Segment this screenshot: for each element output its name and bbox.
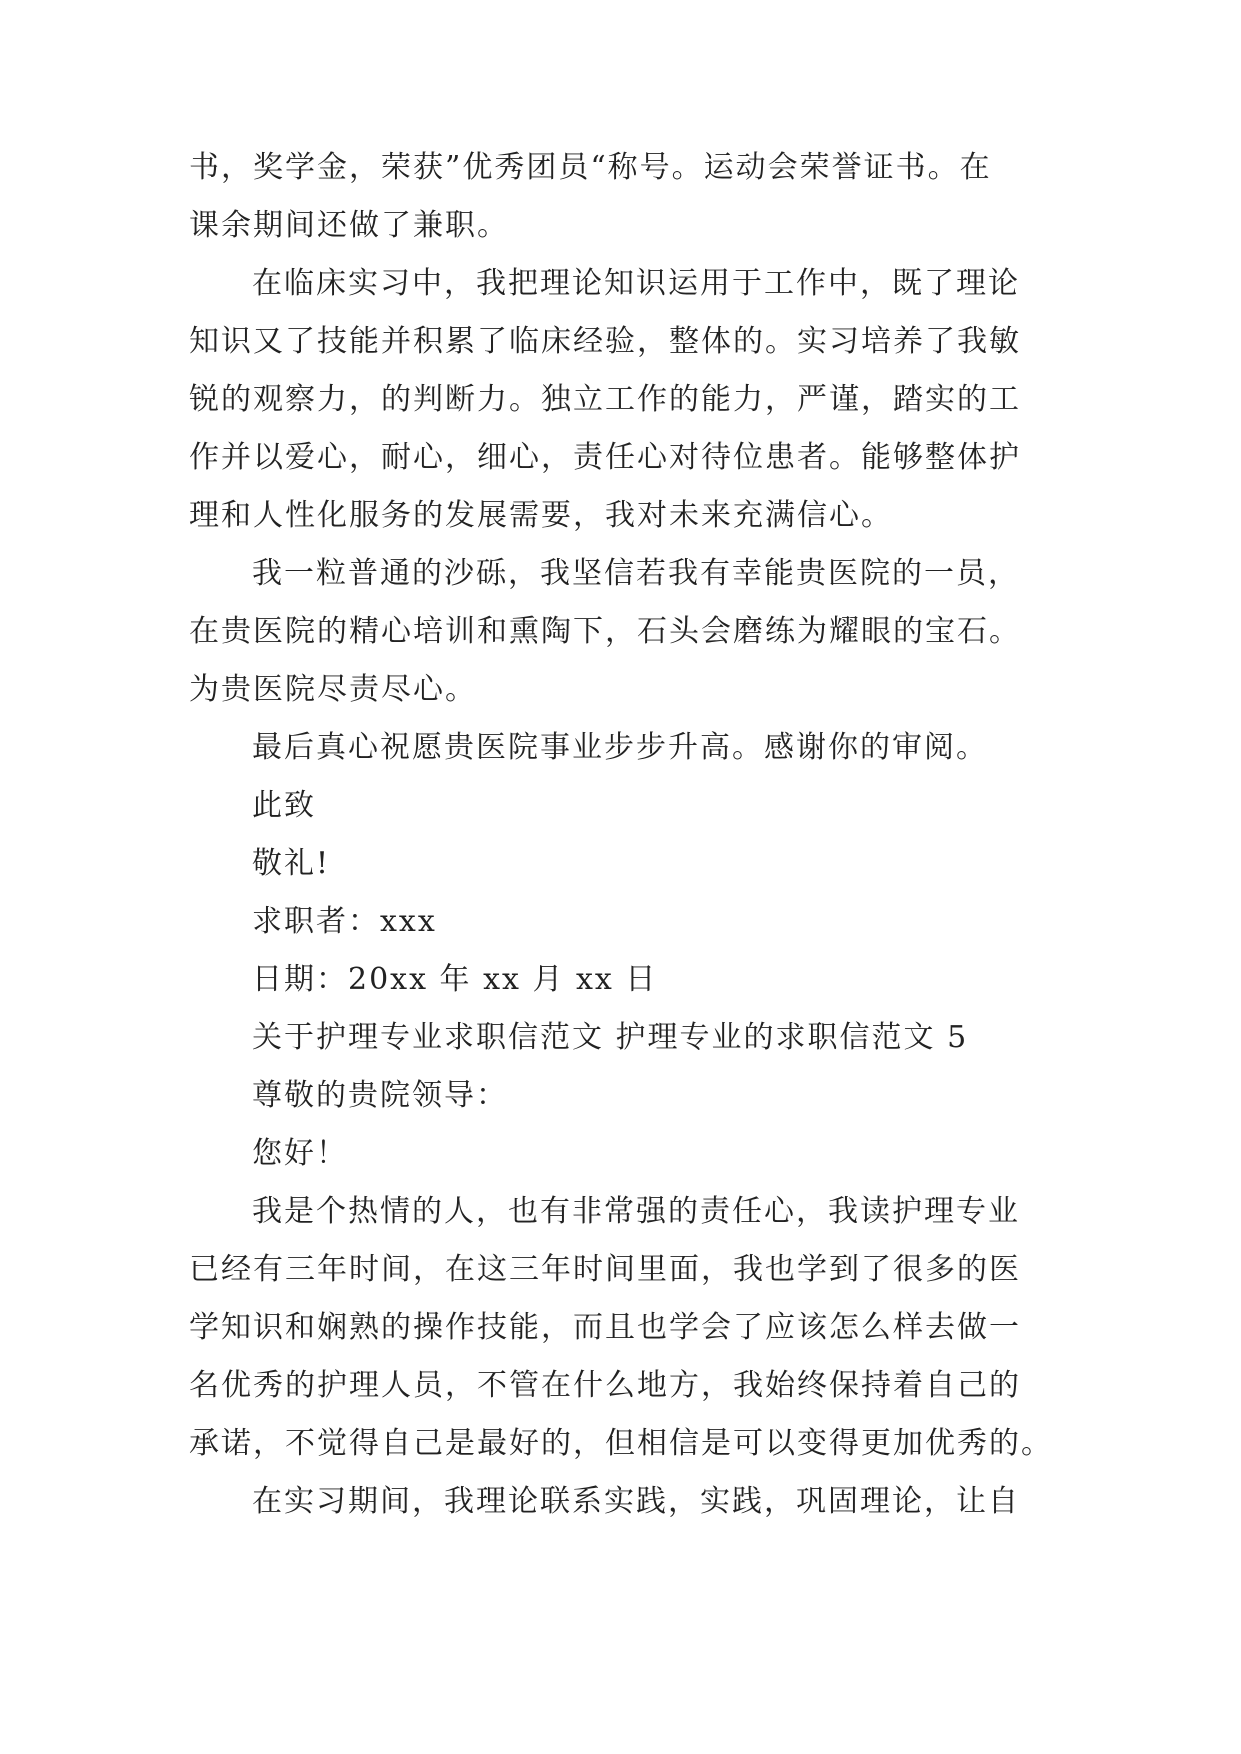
salutation-line: 此致 [252,788,316,823]
text-line: 学知识和娴熟的操作技能，而且也学会了应该怎么样去做一 [189,1310,1021,1345]
text-line: 我是个热情的人，也有非常强的责任心，我读护理专业 [252,1194,1020,1229]
applicant-line: 求职者：xxx [252,904,437,939]
text-line: 已经有三年时间，在这三年时间里面，我也学到了很多的医 [189,1252,1021,1287]
text-line: 理和人性化服务的发展需要，我对未来充满信心。 [189,498,893,533]
text-line: 在实习期间，我理论联系实践，实践，巩固理论，让自 [252,1484,1020,1519]
text-line: 锐的观察力，的判断力。独立工作的能力，严谨，踏实的工 [189,382,1021,417]
text-line: 在贵医院的精心培训和熏陶下，石头会磨练为耀眼的宝石。 [189,614,1021,649]
text-line: 在临床实习中，我把理论知识运用于工作中，既了理论 [252,266,1020,301]
text-line: 作并以爱心，耐心，细心，责任心对待位患者。能够整体护 [189,440,1021,475]
text-line: 为贵医院尽责尽心。 [189,672,477,707]
greeting-line: 您好！ [252,1136,348,1171]
text-line: 知识又了技能并积累了临床经验，整体的。实习培养了我敏 [189,324,1021,359]
text-line: 我一粒普通的沙砾，我坚信若我有幸能贵医院的一员， [252,556,1020,591]
text-line: 最后真心祝愿贵医院事业步步升高。感谢你的审阅。 [252,730,988,765]
text-line: 名优秀的护理人员，不管在什么地方，我始终保持着自己的 [189,1368,1021,1403]
section-heading: 关于护理专业求职信范文 护理专业的求职信范文 5 [252,1020,969,1055]
date-line: 日期：20xx 年 xx 月 xx 日 [252,962,658,997]
salutation-line: 敬礼! [252,846,331,881]
text-line: 书，奖学金，荣获”优秀团员“称号。运动会荣誉证书。在 [189,150,992,185]
greeting-line: 尊敬的贵院领导： [252,1078,508,1113]
text-line: 课余期间还做了兼职。 [189,208,509,243]
text-line: 承诺，不觉得自己是最好的，但相信是可以变得更加优秀的。 [189,1426,1053,1461]
